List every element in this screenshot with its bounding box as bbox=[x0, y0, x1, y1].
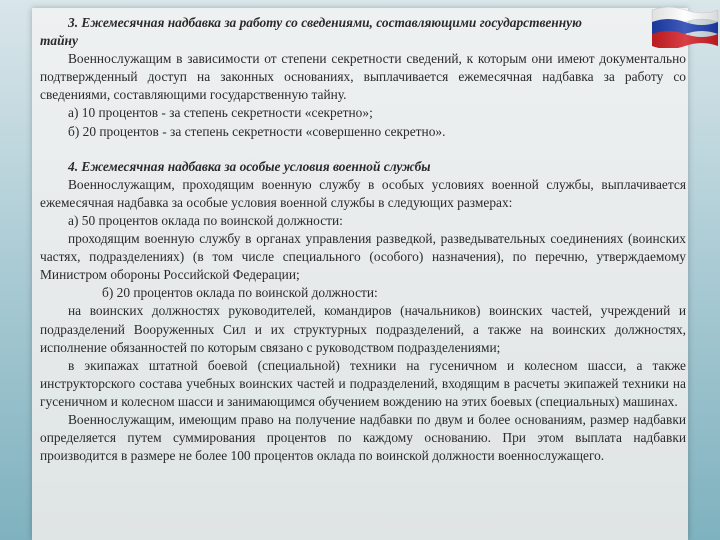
section3-heading-line2: тайну bbox=[40, 33, 78, 49]
section3-heading-line1: 3. Ежемесячная надбавка за работу со сведениями, составляющими государственную bbox=[68, 15, 582, 30]
section4-item-b-text1: на воинских должностях руководителей, командиров (начальников) воинских частей, учреждений и подразделений Вооруженных Сил и их структурных подразделений, а также на воинских должностях, исполнение обязанностей по которым связано с руководством подразделениями; bbox=[40, 303, 686, 355]
section3-intro: Военнослужащим в зависимости от степени секретности сведений, к которым они имеют документально подтвержденный доступ на законных основаниях, выплачивается ежемесячная надбавка за работу со сведениями, составляющими государственную тайну. bbox=[40, 51, 686, 103]
section3-item-a: а) 10 процентов - за степень секретности «секретно»; bbox=[68, 105, 373, 121]
section3-item-b: б) 20 процентов - за степень секретности «совершенно секретно». bbox=[68, 123, 446, 139]
document-text bbox=[40, 14, 686, 465]
section4-heading: 4. Ежемесячная надбавка за особые условия военной службы bbox=[68, 158, 431, 174]
section4-item-a: а) 50 процентов оклада по воинской должности: bbox=[68, 212, 343, 228]
section4-intro: Военнослужащим, проходящим военную службу в особых условиях военной службы, выплачивается ежемесячная надбавка за особые условия военной службы в следующих размерах: bbox=[40, 176, 686, 210]
section4-closing: Военнослужащим, имеющим право на получение надбавки по двум и более основаниям, размер надбавки определяется путем суммирования процентов по каждому основанию. При этом выплата надбавки производится в размере не более 100 процентов оклада по воинской должности военнослужащего. bbox=[40, 411, 686, 464]
section4-item-b-text2: в экипажах штатной боевой (специальной) техники на гусеничном и колесном шасси, а также инструкторского состава учебных воинских частей и подразделений, входящим в расчеты экипажей техники на гусеничном и колесном шасси и занимающимся обучением вождению на этих боевых (специальных) машинах. bbox=[40, 357, 686, 409]
section3-heading bbox=[40, 14, 686, 50]
section4-item-a-text: проходящим военную службу в органах управления разведкой, разведывательных соединениях (воинских частях, подразделениях) (в том числе специального (особого) назначения), по перечню, утверждаемому Министром обороны Российской Федерации; bbox=[40, 231, 686, 283]
section4-item-b: б) 20 процентов оклада по воинской должности: bbox=[102, 285, 378, 301]
